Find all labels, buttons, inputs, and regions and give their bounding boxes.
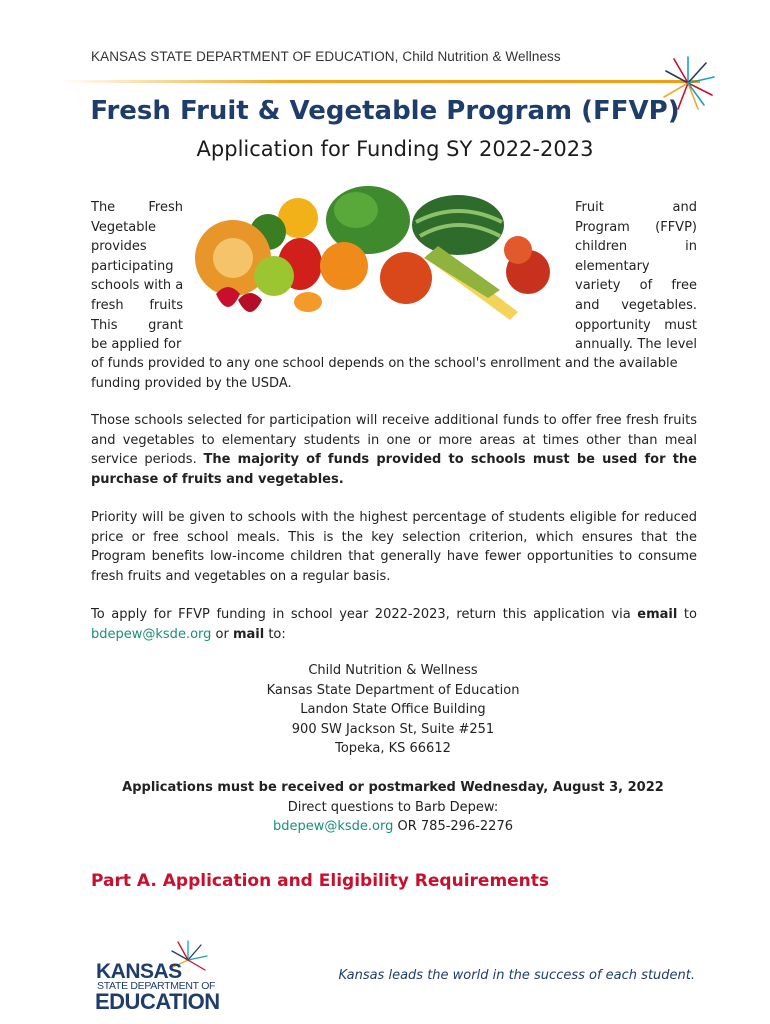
logo-text-education: EDUCATION <box>95 989 220 1014</box>
intro-right-column <box>575 198 697 355</box>
apply-or-word: or <box>211 626 233 642</box>
page-title: Fresh Fruit & Vegetable Program (FFVP) <box>90 96 680 126</box>
intro-left-line: be applied for <box>91 337 182 353</box>
intro-left-line: Vegetable <box>91 219 157 235</box>
intro-right-line: opportunity must <box>575 317 697 333</box>
intro-left-line: provides <box>91 239 147 255</box>
address-line: 900 SW Jackson St, Suite #251 <box>291 721 495 737</box>
address-line: Topeka, KS 66612 <box>335 741 451 757</box>
contact-line <box>0 817 770 837</box>
intro-left-line: schools with a <box>91 278 183 294</box>
intro-left-line: The Fresh <box>91 200 183 215</box>
part-a-heading: Part A. Application and Eligibility Requirements <box>91 871 550 891</box>
mailing-address <box>0 661 770 759</box>
intro-continuation: of funds provided to any one school depends on the school's enrollment and the available funding provided by the USDA. <box>91 356 678 391</box>
paragraph-selected-schools <box>91 411 697 489</box>
apply-to-word: to <box>677 607 697 622</box>
intro-right-line: variety of free <box>575 278 697 294</box>
intro-right-line: Program (FFVP) <box>575 219 697 235</box>
intro-left-column <box>91 198 183 355</box>
header-rule <box>60 80 700 83</box>
apply-prefix: To apply for FFVP funding in school year 2022-2023, return this application via <box>91 607 638 622</box>
paragraph-bold-text: The majority of funds provided to schools must be used for the purchase of fruits and vegetables. <box>91 452 697 487</box>
logo-text-state-department: STATE DEPARTMENT OF <box>97 980 216 992</box>
fruit-and-vegetable-pile-image <box>188 180 568 328</box>
page-subtitle: Application for Funding SY 2022-2023 <box>196 137 594 161</box>
paragraph-text: Those schools selected for participation will receive additional funds to offer free fresh fruits and vegetables to elementary students in one or more areas at times other than meal service periods. <box>91 413 697 468</box>
deadline-notice: Applications must be received or postmarked Wednesday, August 3, 2022 <box>122 780 664 795</box>
contact-email-link[interactable]: bdepew@ksde.org <box>272 819 394 835</box>
questions-line: Direct questions to Barb Depew: <box>287 799 499 815</box>
agency-header: KANSAS STATE DEPARTMENT OF EDUCATION, Child Nutrition & Wellness <box>91 49 561 64</box>
apply-mail-word: mail <box>232 626 265 642</box>
address-line: Landon State Office Building <box>300 702 486 718</box>
intro-right-line: children in <box>575 239 697 255</box>
intro-right-line: annually. The level <box>575 337 697 353</box>
deadline-block <box>0 778 770 837</box>
address-line: Child Nutrition & Wellness <box>308 663 478 678</box>
email-link[interactable]: bdepew@ksde.org <box>91 626 212 642</box>
apply-email-word: email <box>637 607 678 622</box>
apply-suffix: to: <box>264 626 286 642</box>
intro-right-line: Fruit and <box>575 200 697 215</box>
paragraph-priority: Priority will be given to schools with the highest percentage of students eligible for reduced price or free school meals. This is the key selection criterion, which ensures that the Program benefits low-income children that generally have fewer opportunities to consume fresh fruits and vegetables on a regular basis. <box>91 510 697 584</box>
intro-right-line: elementary <box>575 258 650 274</box>
intro-right-line: and vegetables. <box>575 297 697 313</box>
address-line: Kansas State Department of Education <box>266 682 520 698</box>
footer-tagline: Kansas leads the world in the success of each student. <box>338 968 695 983</box>
intro-left-line: participating <box>91 258 174 274</box>
ksde-logo <box>92 940 222 1014</box>
intro-left-line: fresh fruits <box>91 297 183 313</box>
contact-phone: OR 785-296-2276 <box>393 819 513 835</box>
logo-text-kansas: KANSAS <box>96 960 182 983</box>
intro-left-line: This grant <box>91 317 183 333</box>
paragraph-how-to-apply <box>91 605 697 644</box>
